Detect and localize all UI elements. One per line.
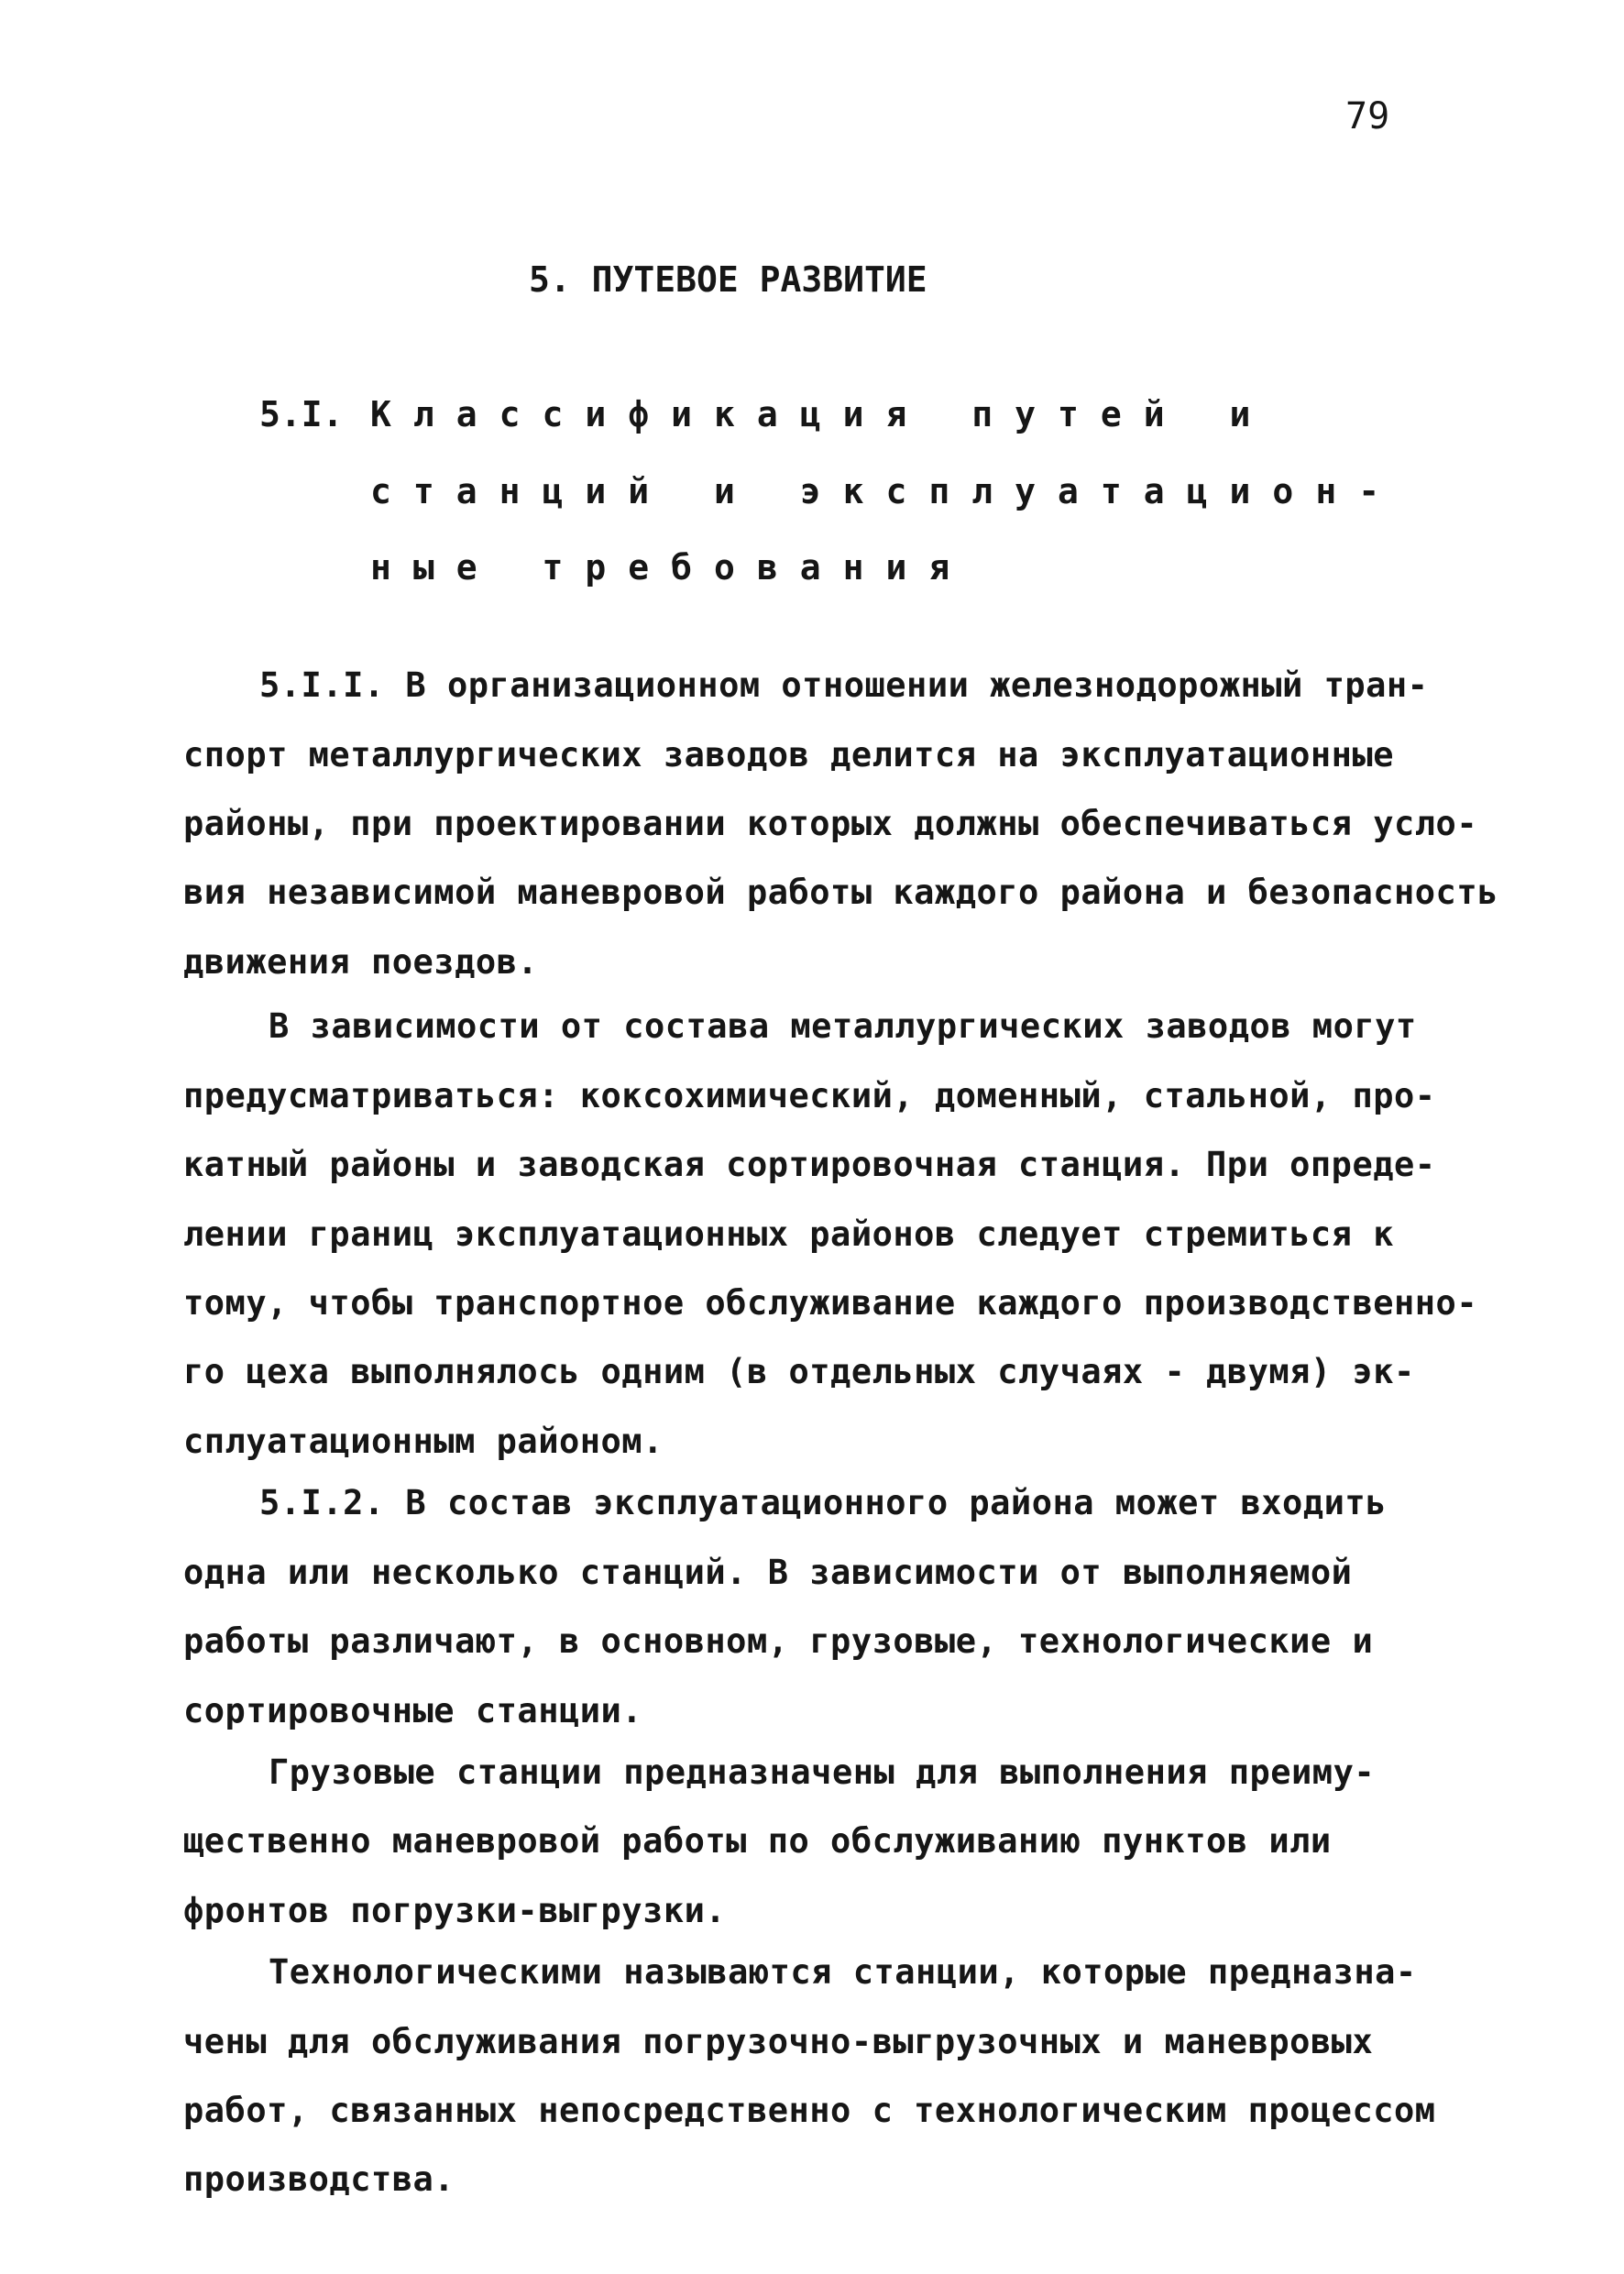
subsection-title-line: Классификация путей и: [370, 394, 1273, 434]
body-line: Грузовые станции предназначены для выполнения преиму-: [269, 1752, 1376, 1792]
body-line: работ, связанных непосредственно с технологическим процессом: [183, 2091, 1436, 2130]
subsection-number: 5.I.: [259, 394, 344, 434]
body-line: В зависимости от состава металлургических заводов могут: [269, 1006, 1417, 1046]
section-title: 5. ПУТЕВОЕ РАЗВИТИЕ: [529, 259, 927, 300]
body-line: лении границ эксплуатационных районов следует стремиться к: [183, 1214, 1395, 1254]
body-line: спорт металлургических заводов делится на эксплуатационные: [183, 735, 1395, 774]
body-line: движения поездов.: [183, 942, 539, 982]
body-line: Технологическими называются станции, которые предназна-: [269, 1952, 1417, 1992]
subsection-title-line: станций и эксплуатацион-: [370, 471, 1402, 511]
body-line: одна или несколько станций. В зависимости от выполняемой: [183, 1553, 1353, 1592]
page-number: 79: [1345, 95, 1390, 137]
body-line: катный районы и заводская сортировочная станция. При опреде-: [183, 1145, 1436, 1184]
body-line: 5.I.2. В состав эксплуатационного района может входить: [259, 1483, 1387, 1522]
body-line: производства.: [183, 2159, 455, 2199]
body-line: вия независимой маневровой работы каждого района и безопасность: [183, 873, 1498, 912]
body-line: сортировочные станции.: [183, 1691, 643, 1730]
body-line: щественно маневровой работы по обслуживанию пунктов или: [183, 1821, 1332, 1861]
body-line: го цеха выполнялось одним (в отдельных случаях - двумя) эк-: [183, 1352, 1415, 1391]
body-line: чены для обслуживания погрузочно-выгрузочных и маневровых: [183, 2022, 1374, 2061]
body-line: районы, при проектировании которых должны обеспечиваться усло-: [183, 804, 1478, 843]
body-line: 5.I.I. В организационном отношении железнодорожный тран-: [259, 665, 1429, 705]
body-line: тому, чтобы транспортное обслуживание каждого производственно-: [183, 1283, 1478, 1323]
body-line: предусматриваться: коксохимический, доменный, стальной, про-: [183, 1076, 1436, 1115]
body-line: работы различают, в основном, грузовые, технологические и: [183, 1621, 1374, 1661]
subsection-title-line: ные требования: [370, 547, 972, 588]
body-line: сплуатационным районом.: [183, 1422, 664, 1461]
body-line: фронтов погрузки-выгрузки.: [183, 1891, 727, 1930]
